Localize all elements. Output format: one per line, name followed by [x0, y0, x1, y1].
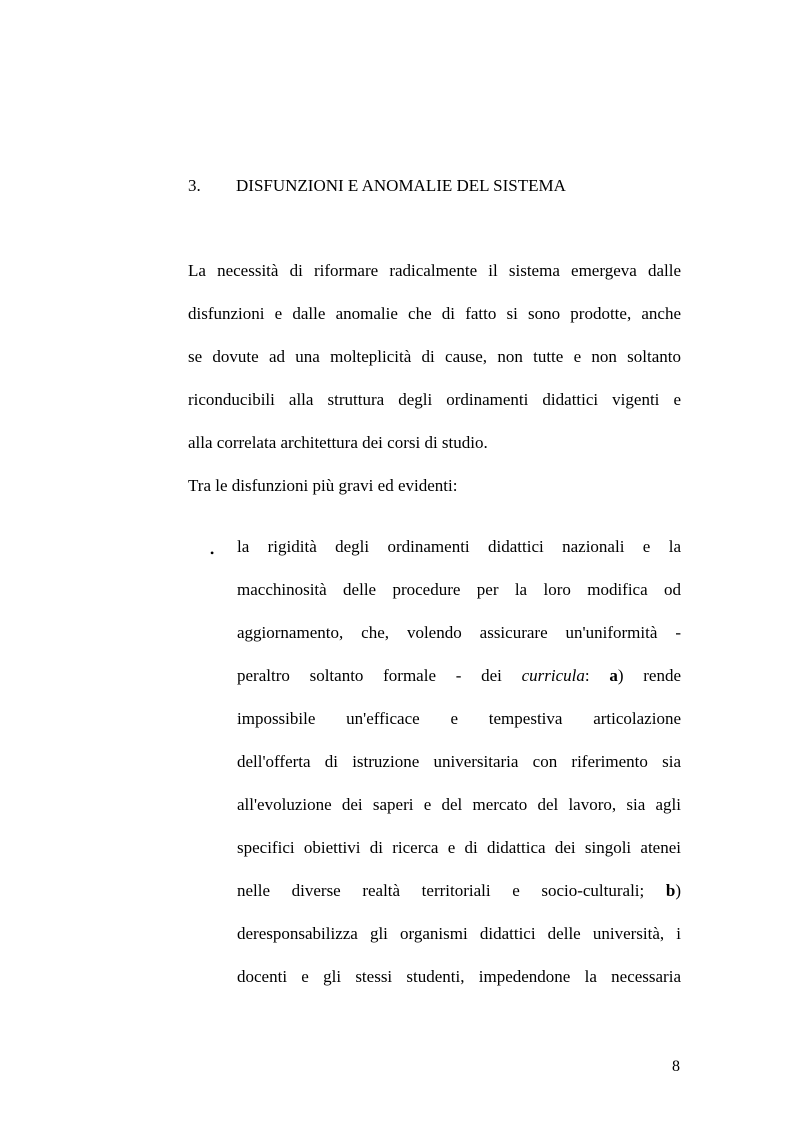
- intro-line: alla correlata architettura dei corsi di studio.: [188, 433, 488, 452]
- intro-line: riconducibili alla struttura degli ordinamenti didattici vigenti e: [188, 390, 681, 409]
- text-segment: ) rende: [617, 666, 682, 685]
- bullet-line: impossibile un'efficace e tempestiva articolazione: [237, 709, 681, 728]
- bullet-line: specifici obiettivi di ricerca e di didattica dei singoli atenei: [237, 838, 681, 857]
- bullet-line: macchinosità delle procedure per la loro modifica od: [237, 580, 681, 599]
- list-marker-a: a: [609, 666, 618, 685]
- list-marker-b: b: [665, 881, 676, 900]
- intro-line: se dovute ad una molteplicità di cause, non tutte e non soltanto: [188, 347, 681, 366]
- lead-in-line: Tra le disfunzioni più gravi ed evidenti:: [188, 476, 458, 495]
- bullet-line: [237, 665, 681, 687]
- page-number: 8: [672, 1058, 680, 1075]
- section-heading: [188, 175, 566, 197]
- text-segment: peraltro soltanto formale - dei: [237, 666, 502, 685]
- bullet-line: docenti e gli stessi studenti, impedendone la necessaria: [237, 967, 681, 986]
- text-segment: ): [675, 881, 682, 900]
- section-number: 3.: [188, 176, 201, 195]
- text-segment: nelle diverse realtà territoriali e socio-culturali;: [237, 881, 645, 900]
- bullet-line: all'evoluzione dei saperi e del mercato del lavoro, sia agli: [237, 795, 681, 814]
- bullet-line: dell'offerta di istruzione universitaria con riferimento sia: [237, 752, 681, 771]
- text-segment: :: [584, 666, 590, 685]
- bullet-icon: •: [210, 546, 215, 560]
- bullet-line: la rigidità degli ordinamenti didattici nazionali e la: [237, 537, 681, 556]
- intro-line: La necessità di riformare radicalmente il sistema emergeva dalle: [188, 261, 681, 280]
- bullet-line: deresponsabilizza gli organismi didattici delle università, i: [237, 924, 681, 943]
- intro-line: disfunzioni e dalle anomalie che di fatto si sono prodotte, anche: [188, 304, 681, 323]
- bullet-line: aggiornamento, che, volendo assicurare un'uniformità -: [237, 623, 681, 642]
- italic-term: curricula: [521, 666, 585, 685]
- bullet-line: [237, 880, 681, 902]
- section-title: DISFUNZIONI E ANOMALIE DEL SISTEMA: [236, 176, 566, 195]
